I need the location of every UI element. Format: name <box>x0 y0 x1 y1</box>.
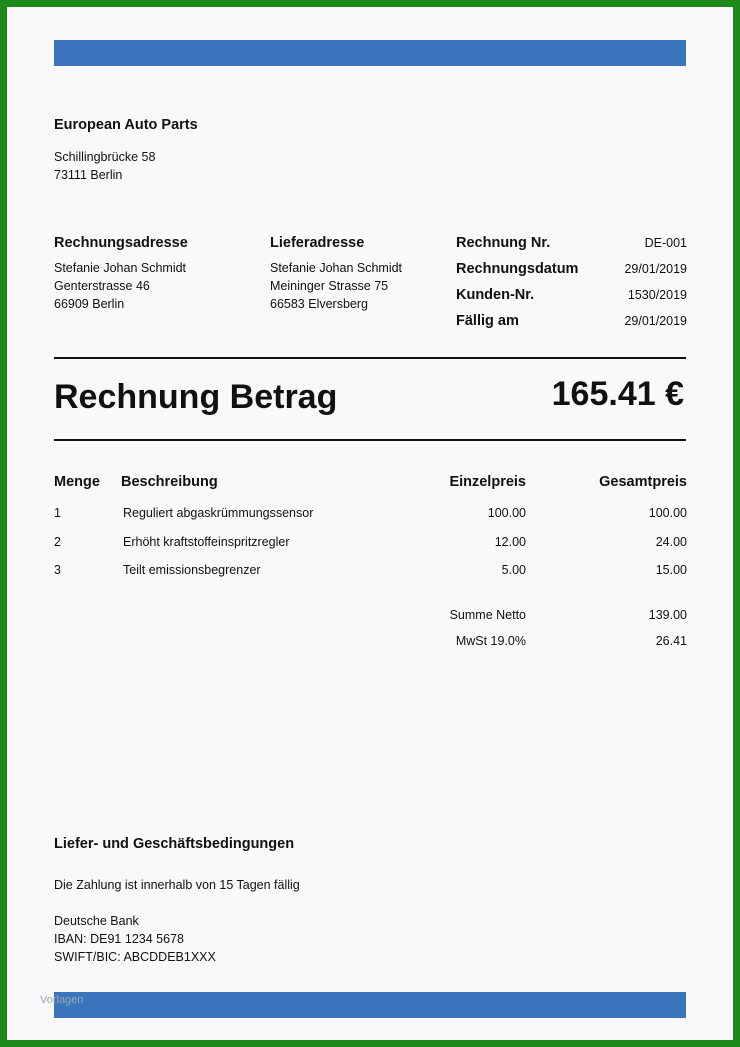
company-street: Schillingbrücke 58 <box>54 150 156 164</box>
row-3-description: Teilt emissionsbegrenzer <box>123 563 261 577</box>
divider-bottom <box>54 439 686 441</box>
customer-number-label: Kunden-Nr. <box>456 287 535 303</box>
billing-city: 66909 Berlin <box>54 297 125 311</box>
net-total-label: Summe Netto <box>449 608 526 622</box>
vat-label: MwSt 19.0% <box>455 634 526 648</box>
amount-value: 165.41 € <box>551 375 684 413</box>
column-header-total-price: Gesamtpreis <box>599 474 687 490</box>
invoice-date-label: Rechnungsdatum <box>456 261 579 277</box>
header-accent-bar <box>54 40 686 66</box>
divider-top <box>54 357 686 359</box>
row-1-unit-price: 100.00 <box>487 506 526 520</box>
shipping-name: Stefanie Johan Schmidt <box>270 261 403 275</box>
watermark: Vorlagen <box>40 994 84 1006</box>
company-name: European Auto Parts <box>54 117 198 133</box>
row-3-unit-price: 5.00 <box>501 563 526 577</box>
column-header-unit-price: Einzelpreis <box>449 474 526 490</box>
due-date-label: Fällig am <box>456 313 519 329</box>
row-1-total: 100.00 <box>648 506 687 520</box>
net-total-value: 139.00 <box>648 608 687 622</box>
billing-heading: Rechnungsadresse <box>54 235 188 251</box>
bank-name: Deutsche Bank <box>54 914 139 928</box>
row-2-description: Erhöht kraftstoffeinspritzregler <box>123 535 290 549</box>
invoice-date-value: 29/01/2019 <box>624 262 687 276</box>
swift-bic: SWIFT/BIC: ABCDDEB1XXX <box>54 950 216 964</box>
footer-accent-bar <box>54 992 686 1018</box>
shipping-heading: Lieferadresse <box>270 235 365 251</box>
payment-terms: Die Zahlung ist innerhalb von 15 Tagen fällig <box>54 878 300 892</box>
column-header-qty: Menge <box>54 474 100 490</box>
row-3-qty: 3 <box>54 563 61 577</box>
row-3-total: 15.00 <box>655 563 687 577</box>
invoice-page <box>7 7 733 1040</box>
shipping-street: Meininger Strasse 75 <box>270 279 389 293</box>
iban: IBAN: DE91 1234 5678 <box>54 932 184 946</box>
billing-name: Stefanie Johan Schmidt <box>54 261 187 275</box>
row-1-description: Reguliert abgaskrümmungssensor <box>123 506 314 520</box>
invoice-number-label: Rechnung Nr. <box>456 235 551 251</box>
column-header-description: Beschreibung <box>121 474 218 490</box>
row-2-total: 24.00 <box>655 535 687 549</box>
customer-number-value: 1530/2019 <box>627 288 687 302</box>
terms-heading: Liefer- und Geschäftsbedingungen <box>54 836 295 852</box>
row-2-unit-price: 12.00 <box>494 535 526 549</box>
row-2-qty: 2 <box>54 535 61 549</box>
billing-street: Genterstrasse 46 <box>54 279 150 293</box>
shipping-city: 66583 Elversberg <box>270 297 368 311</box>
company-city: 73111 Berlin <box>54 168 123 182</box>
due-date-value: 29/01/2019 <box>624 314 687 328</box>
vat-value: 26.41 <box>655 634 687 648</box>
row-1-qty: 1 <box>54 506 61 520</box>
amount-label: Rechnung Betrag <box>54 378 338 416</box>
invoice-number-value: DE-001 <box>644 236 687 250</box>
